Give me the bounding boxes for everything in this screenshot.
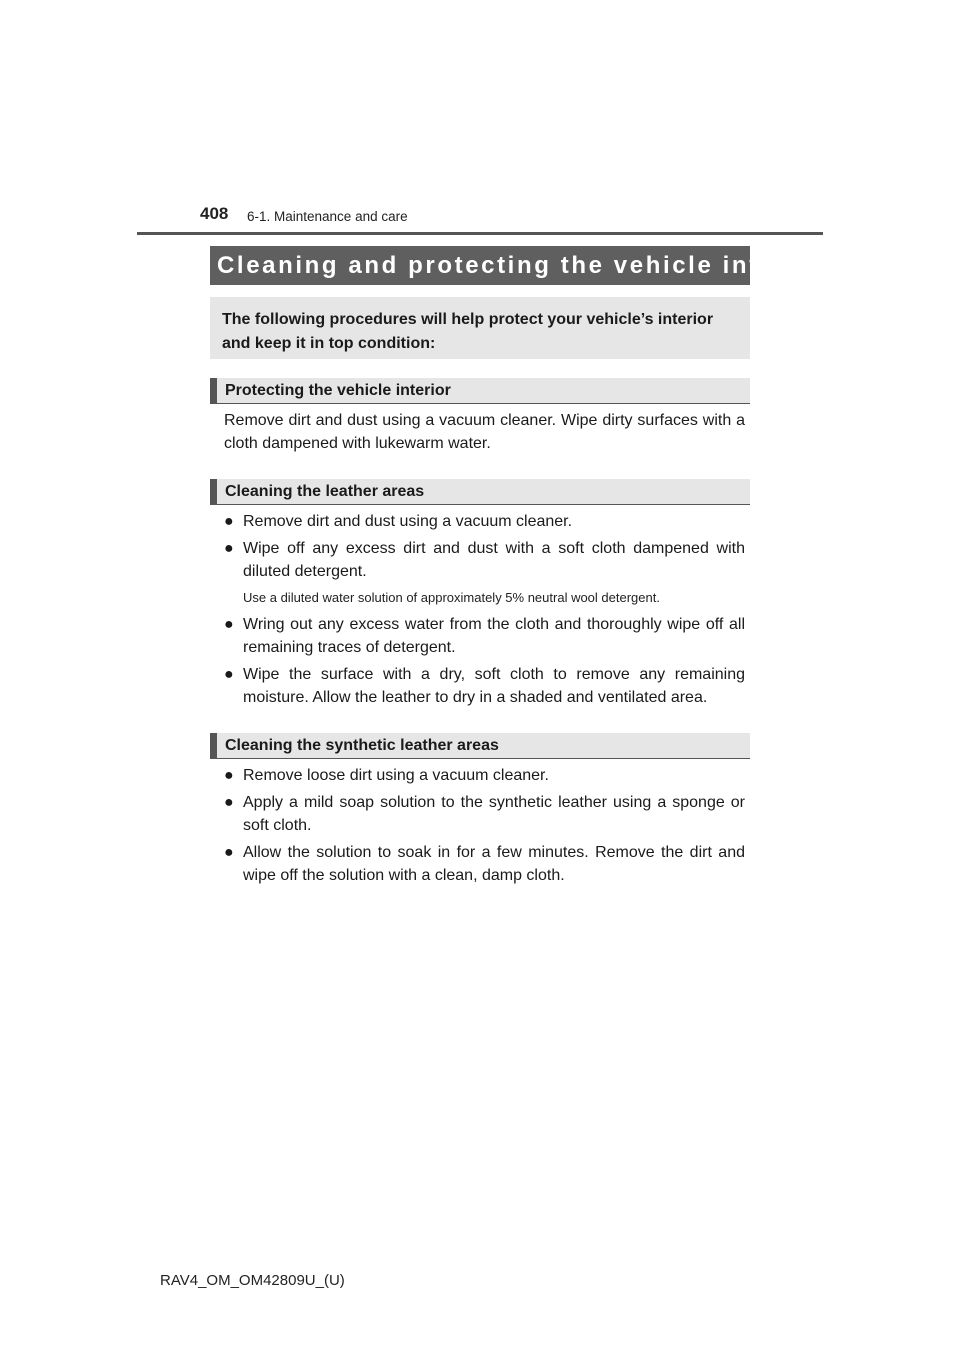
list-item-text: Remove loose dirt using a vacuum cleaner.: [243, 767, 549, 784]
list-item: [224, 537, 745, 583]
intro-box: The following procedures will help protect your vehicle’s interior and keep it in top condition:: [210, 297, 750, 359]
document-code-footer: RAV4_OM_OM42809U_(U): [160, 1272, 345, 1289]
bullet-icon: ●: [224, 794, 234, 811]
subheading-leather: Cleaning the leather areas: [210, 479, 750, 505]
list-item-text: Apply a mild soap solution to the synthetic leather using a sponge or soft cloth.: [243, 794, 745, 834]
list-item: [224, 663, 745, 709]
page-title: Cleaning and protecting the vehicle interior: [210, 246, 750, 285]
list-item: [224, 841, 745, 887]
header-rule: [137, 232, 823, 235]
list-item-text: Allow the solution to soak in for a few minutes. Remove the dirt and wipe off the solution with a clean, damp cloth.: [243, 844, 745, 884]
leather-note: Use a diluted water solution of approximately 5% neutral wool detergent.: [243, 590, 660, 605]
list-item: [224, 791, 745, 837]
bullet-icon: ●: [224, 666, 234, 683]
protecting-text: Remove dirt and dust using a vacuum cleaner. Wipe dirty surfaces with a cloth dampened with lukewarm water.: [224, 412, 745, 452]
section-label: 6-1. Maintenance and care: [247, 209, 408, 224]
bullet-icon: ●: [224, 767, 234, 784]
list-item-text: Wring out any excess water from the cloth and thoroughly wipe off all remaining traces of detergent.: [243, 616, 745, 656]
subheading-protecting: Protecting the vehicle interior: [210, 378, 750, 404]
list-item: [224, 510, 745, 533]
bullet-icon: ●: [224, 844, 234, 861]
list-item-text: Wipe off any excess dirt and dust with a soft cloth dampened with diluted detergent.: [243, 540, 745, 580]
list-item: [224, 764, 745, 787]
list-item: [224, 613, 745, 659]
subheading-synthetic: Cleaning the synthetic leather areas: [210, 733, 750, 759]
bullet-icon: ●: [224, 616, 234, 633]
bullet-icon: ●: [224, 540, 234, 557]
page-number: 408: [200, 204, 229, 223]
bullet-icon: ●: [224, 513, 234, 530]
list-item-text: Wipe the surface with a dry, soft cloth to remove any remaining moisture. Allow the leather to dry in a shaded and ventilated area.: [243, 666, 745, 706]
list-item-text: Remove dirt and dust using a vacuum cleaner.: [243, 513, 573, 530]
